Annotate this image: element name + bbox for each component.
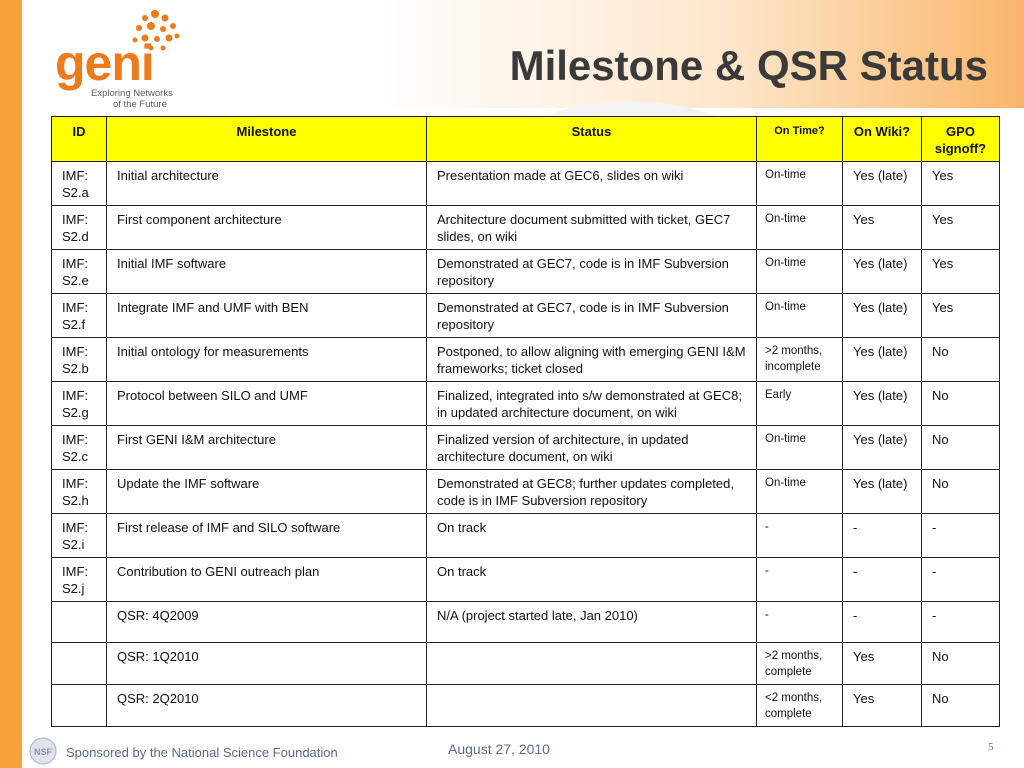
cell-on-wiki: Yes bbox=[843, 643, 922, 685]
cell-id: IMF: S2.c bbox=[52, 426, 107, 470]
cell-milestone: Initial architecture bbox=[107, 162, 427, 206]
cell-status: N/A (project started late, Jan 2010) bbox=[427, 602, 757, 643]
cell-milestone: QSR: 4Q2009 bbox=[107, 602, 427, 643]
cell-on-time: Early bbox=[757, 382, 843, 426]
cell-status: Demonstrated at GEC8; further updates completed, code is in IMF Subversion repository bbox=[427, 470, 757, 514]
cell-gpo-signoff: - bbox=[922, 514, 1000, 558]
cell-on-time: On-time bbox=[757, 206, 843, 250]
cell-milestone: First GENI I&M architecture bbox=[107, 426, 427, 470]
cell-on-time: >2 months, incomplete bbox=[757, 338, 843, 382]
cell-gpo-signoff: Yes bbox=[922, 250, 1000, 294]
table-row bbox=[52, 382, 1000, 426]
cell-on-wiki: Yes (late) bbox=[843, 470, 922, 514]
table-row bbox=[52, 514, 1000, 558]
cell-on-time: On-time bbox=[757, 250, 843, 294]
cell-id bbox=[52, 602, 107, 643]
table-row bbox=[52, 338, 1000, 382]
cell-id: IMF: S2.j bbox=[52, 558, 107, 602]
cell-gpo-signoff: Yes bbox=[922, 162, 1000, 206]
cell-gpo-signoff: - bbox=[922, 602, 1000, 643]
cell-milestone: Integrate IMF and UMF with BEN bbox=[107, 294, 427, 338]
cell-gpo-signoff: No bbox=[922, 685, 1000, 727]
col-header-on-wiki: On Wiki? bbox=[843, 117, 922, 162]
cell-id bbox=[52, 685, 107, 727]
cell-on-time: - bbox=[757, 602, 843, 643]
cell-status bbox=[427, 685, 757, 727]
cell-milestone: Protocol between SILO and UMF bbox=[107, 382, 427, 426]
col-header-id: ID bbox=[52, 117, 107, 162]
cell-status: Finalized, integrated into s/w demonstrated at GEC8; in updated architecture document, on wiki bbox=[427, 382, 757, 426]
table-row bbox=[52, 426, 1000, 470]
table-row bbox=[52, 602, 1000, 643]
cell-on-wiki: Yes (late) bbox=[843, 338, 922, 382]
cell-on-time: On-time bbox=[757, 162, 843, 206]
cell-on-wiki: - bbox=[843, 558, 922, 602]
table-row bbox=[52, 206, 1000, 250]
table-row bbox=[52, 685, 1000, 727]
cell-gpo-signoff: No bbox=[922, 643, 1000, 685]
table-row bbox=[52, 250, 1000, 294]
cell-gpo-signoff: No bbox=[922, 382, 1000, 426]
cell-gpo-signoff: No bbox=[922, 470, 1000, 514]
cell-milestone: First release of IMF and SILO software bbox=[107, 514, 427, 558]
footer-date: August 27, 2010 bbox=[448, 741, 550, 757]
page-number: 5 bbox=[988, 741, 994, 753]
cell-on-wiki: Yes (late) bbox=[843, 162, 922, 206]
cell-on-time: <2 months, complete bbox=[757, 685, 843, 727]
cell-id: IMF: S2.b bbox=[52, 338, 107, 382]
table-row bbox=[52, 643, 1000, 685]
cell-on-time: >2 months, complete bbox=[757, 643, 843, 685]
table-row bbox=[52, 162, 1000, 206]
cell-on-wiki: Yes bbox=[843, 685, 922, 727]
table-row bbox=[52, 558, 1000, 602]
table-header-row bbox=[52, 117, 1000, 162]
col-header-milestone: Milestone bbox=[107, 117, 427, 162]
cell-on-time: On-time bbox=[757, 470, 843, 514]
cell-on-wiki: Yes (late) bbox=[843, 382, 922, 426]
table-row bbox=[52, 294, 1000, 338]
cell-on-wiki: Yes bbox=[843, 206, 922, 250]
cell-id: IMF: S2.d bbox=[52, 206, 107, 250]
cell-id: IMF: S2.i bbox=[52, 514, 107, 558]
cell-on-wiki: - bbox=[843, 602, 922, 643]
geni-logo bbox=[55, 8, 185, 108]
cell-status: Architecture document submitted with ticket, GEC7 slides, on wiki bbox=[427, 206, 757, 250]
cell-milestone: QSR: 1Q2010 bbox=[107, 643, 427, 685]
cell-status: On track bbox=[427, 514, 757, 558]
slide-title: Milestone & QSR Status bbox=[509, 42, 988, 89]
cell-id: IMF: S2.e bbox=[52, 250, 107, 294]
col-header-status: Status bbox=[427, 117, 757, 162]
cell-id: IMF: S2.h bbox=[52, 470, 107, 514]
logo-tagline-line1: Exploring Networks bbox=[91, 88, 173, 99]
cell-gpo-signoff: Yes bbox=[922, 206, 1000, 250]
milestone-table bbox=[51, 116, 1000, 727]
cell-milestone: Initial ontology for measurements bbox=[107, 338, 427, 382]
cell-on-wiki: Yes (late) bbox=[843, 250, 922, 294]
table-row bbox=[52, 470, 1000, 514]
cell-id: IMF: S2.f bbox=[52, 294, 107, 338]
cell-milestone: QSR: 2Q2010 bbox=[107, 685, 427, 727]
cell-status: Demonstrated at GEC7, code is in IMF Subversion repository bbox=[427, 250, 757, 294]
cell-gpo-signoff: Yes bbox=[922, 294, 1000, 338]
cell-status: On track bbox=[427, 558, 757, 602]
col-header-on-time: On Time? bbox=[757, 117, 843, 162]
cell-status: Postponed, to allow aligning with emerging GENI I&M frameworks; ticket closed bbox=[427, 338, 757, 382]
cell-id: IMF: S2.a bbox=[52, 162, 107, 206]
footer-sponsor-text: Sponsored by the National Science Foundation bbox=[66, 745, 338, 760]
cell-gpo-signoff: No bbox=[922, 426, 1000, 470]
cell-on-time: On-time bbox=[757, 294, 843, 338]
cell-status bbox=[427, 643, 757, 685]
left-accent-bar bbox=[0, 0, 22, 768]
cell-milestone: Initial IMF software bbox=[107, 250, 427, 294]
logo-wordmark: geni bbox=[55, 35, 154, 91]
cell-on-wiki: - bbox=[843, 514, 922, 558]
cell-id: IMF: S2.g bbox=[52, 382, 107, 426]
logo-tagline-line2: of the Future bbox=[113, 99, 167, 110]
cell-milestone: Contribution to GENI outreach plan bbox=[107, 558, 427, 602]
cell-gpo-signoff: No bbox=[922, 338, 1000, 382]
cell-status: Finalized version of architecture, in updated architecture document, on wiki bbox=[427, 426, 757, 470]
cell-status: Presentation made at GEC6, slides on wiki bbox=[427, 162, 757, 206]
cell-on-time: - bbox=[757, 558, 843, 602]
cell-milestone: First component architecture bbox=[107, 206, 427, 250]
cell-on-wiki: Yes (late) bbox=[843, 426, 922, 470]
cell-milestone: Update the IMF software bbox=[107, 470, 427, 514]
cell-status: Demonstrated at GEC7, code is in IMF Subversion repository bbox=[427, 294, 757, 338]
cell-on-time: On-time bbox=[757, 426, 843, 470]
col-header-gpo-signoff: GPO signoff? bbox=[922, 117, 1000, 162]
cell-on-wiki: Yes (late) bbox=[843, 294, 922, 338]
cell-id bbox=[52, 643, 107, 685]
cell-on-time: - bbox=[757, 514, 843, 558]
cell-gpo-signoff: - bbox=[922, 558, 1000, 602]
nsf-logo-icon bbox=[28, 736, 62, 766]
svg-text:NSF: NSF bbox=[34, 747, 52, 757]
